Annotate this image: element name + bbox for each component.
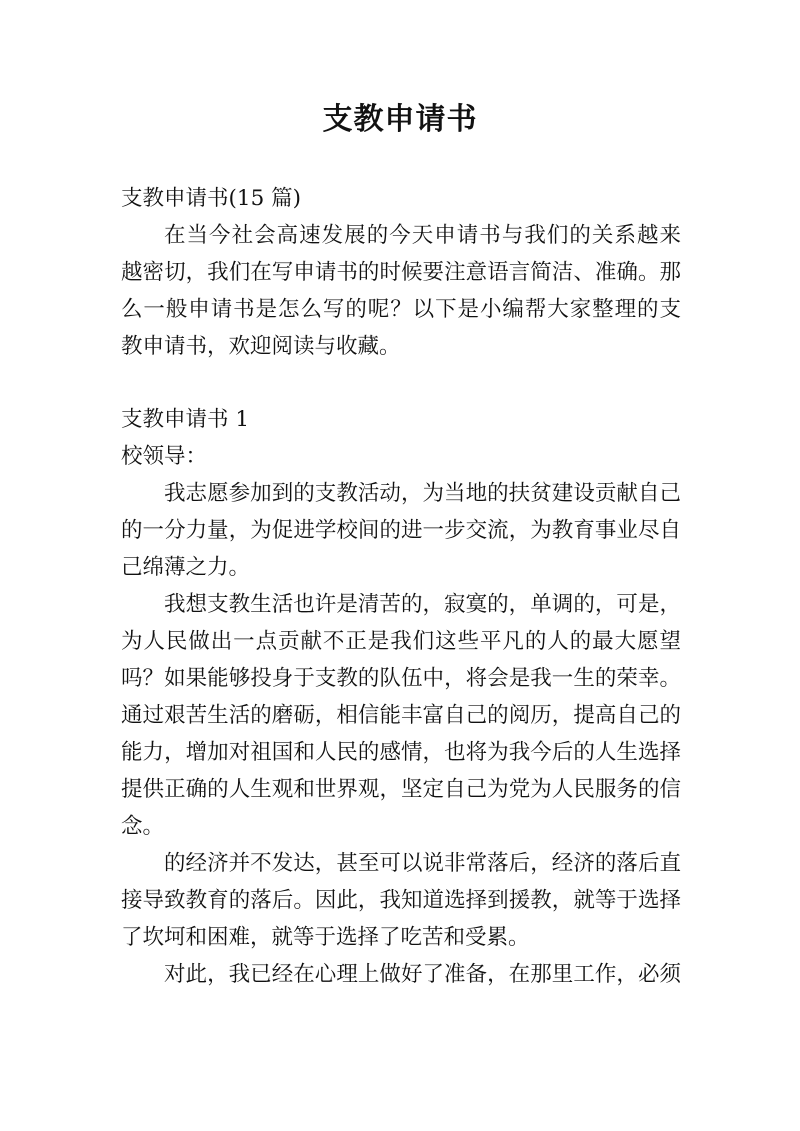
document-title: 支教申请书 [322,102,478,137]
paragraph-line: 己绵薄之力。 [121,555,251,580]
paragraph-line: 为人民做出一点贡献不正是我们这些平凡的人的最大愿望 [121,629,681,654]
paragraph-line: 的一分力量，为促进学校间的进一步交流，为教育事业尽自 [121,518,681,543]
paragraph-line: 对此，我已经在心理上做好了准备，在那里工作，必须 [164,962,681,987]
paragraph-line: 接导致教育的落后。因此，我知道选择到援教，就等于选择 [121,888,681,913]
paragraph-line: 越密切，我们在写申请书的时候要注意语言简洁、准确。那 [121,260,681,285]
document-body [121,180,681,993]
paragraph-line: 提供正确的人生观和世界观，坚定自己为党为人民服务的信 [121,777,681,802]
section-heading: 支教申请书 1 [121,407,250,432]
paragraph-line: 能力，增加对祖国和人民的感情，也将为我今后的人生选择 [121,740,681,765]
salutation: 校领导： [121,444,208,469]
paragraph-line: 我志愿参加到的支教活动，为当地的扶贫建设贡献自己 [164,481,681,506]
paragraph-line: 念。 [121,814,165,839]
paragraph-line: 教申请书，欢迎阅读与收藏。 [121,334,401,359]
body-paragraph-1 [121,475,681,586]
paragraph-line: 么一般申请书是怎么写的呢？以下是小编帮大家整理的支 [121,297,681,322]
blank-line [121,365,681,401]
paragraph-line: 了坎坷和困难，就等于选择了吃苦和受累。 [121,925,530,950]
paragraph-line: 通过艰苦生活的磨砺，相信能丰富自己的阅历，提高自己的 [121,703,681,728]
paragraph-line: 我想支教生活也许是清苦的，寂寞的，单调的，可是， [164,592,681,617]
body-paragraph-3 [121,845,681,956]
body-paragraph-2 [121,586,681,845]
intro-paragraph [121,217,681,365]
body-paragraph-4 [121,956,681,993]
document-subtitle: 支教申请书(15 篇) [121,186,301,211]
paragraph-line: 的经济并不发达，甚至可以说非常落后，经济的落后直 [164,851,681,876]
paragraph-line: 在当今社会高速发展的今天申请书与我们的关系越来 [164,223,681,248]
paragraph-line: 吗？如果能够投身于支教的队伍中，将会是我一生的荣幸。 [121,666,681,691]
